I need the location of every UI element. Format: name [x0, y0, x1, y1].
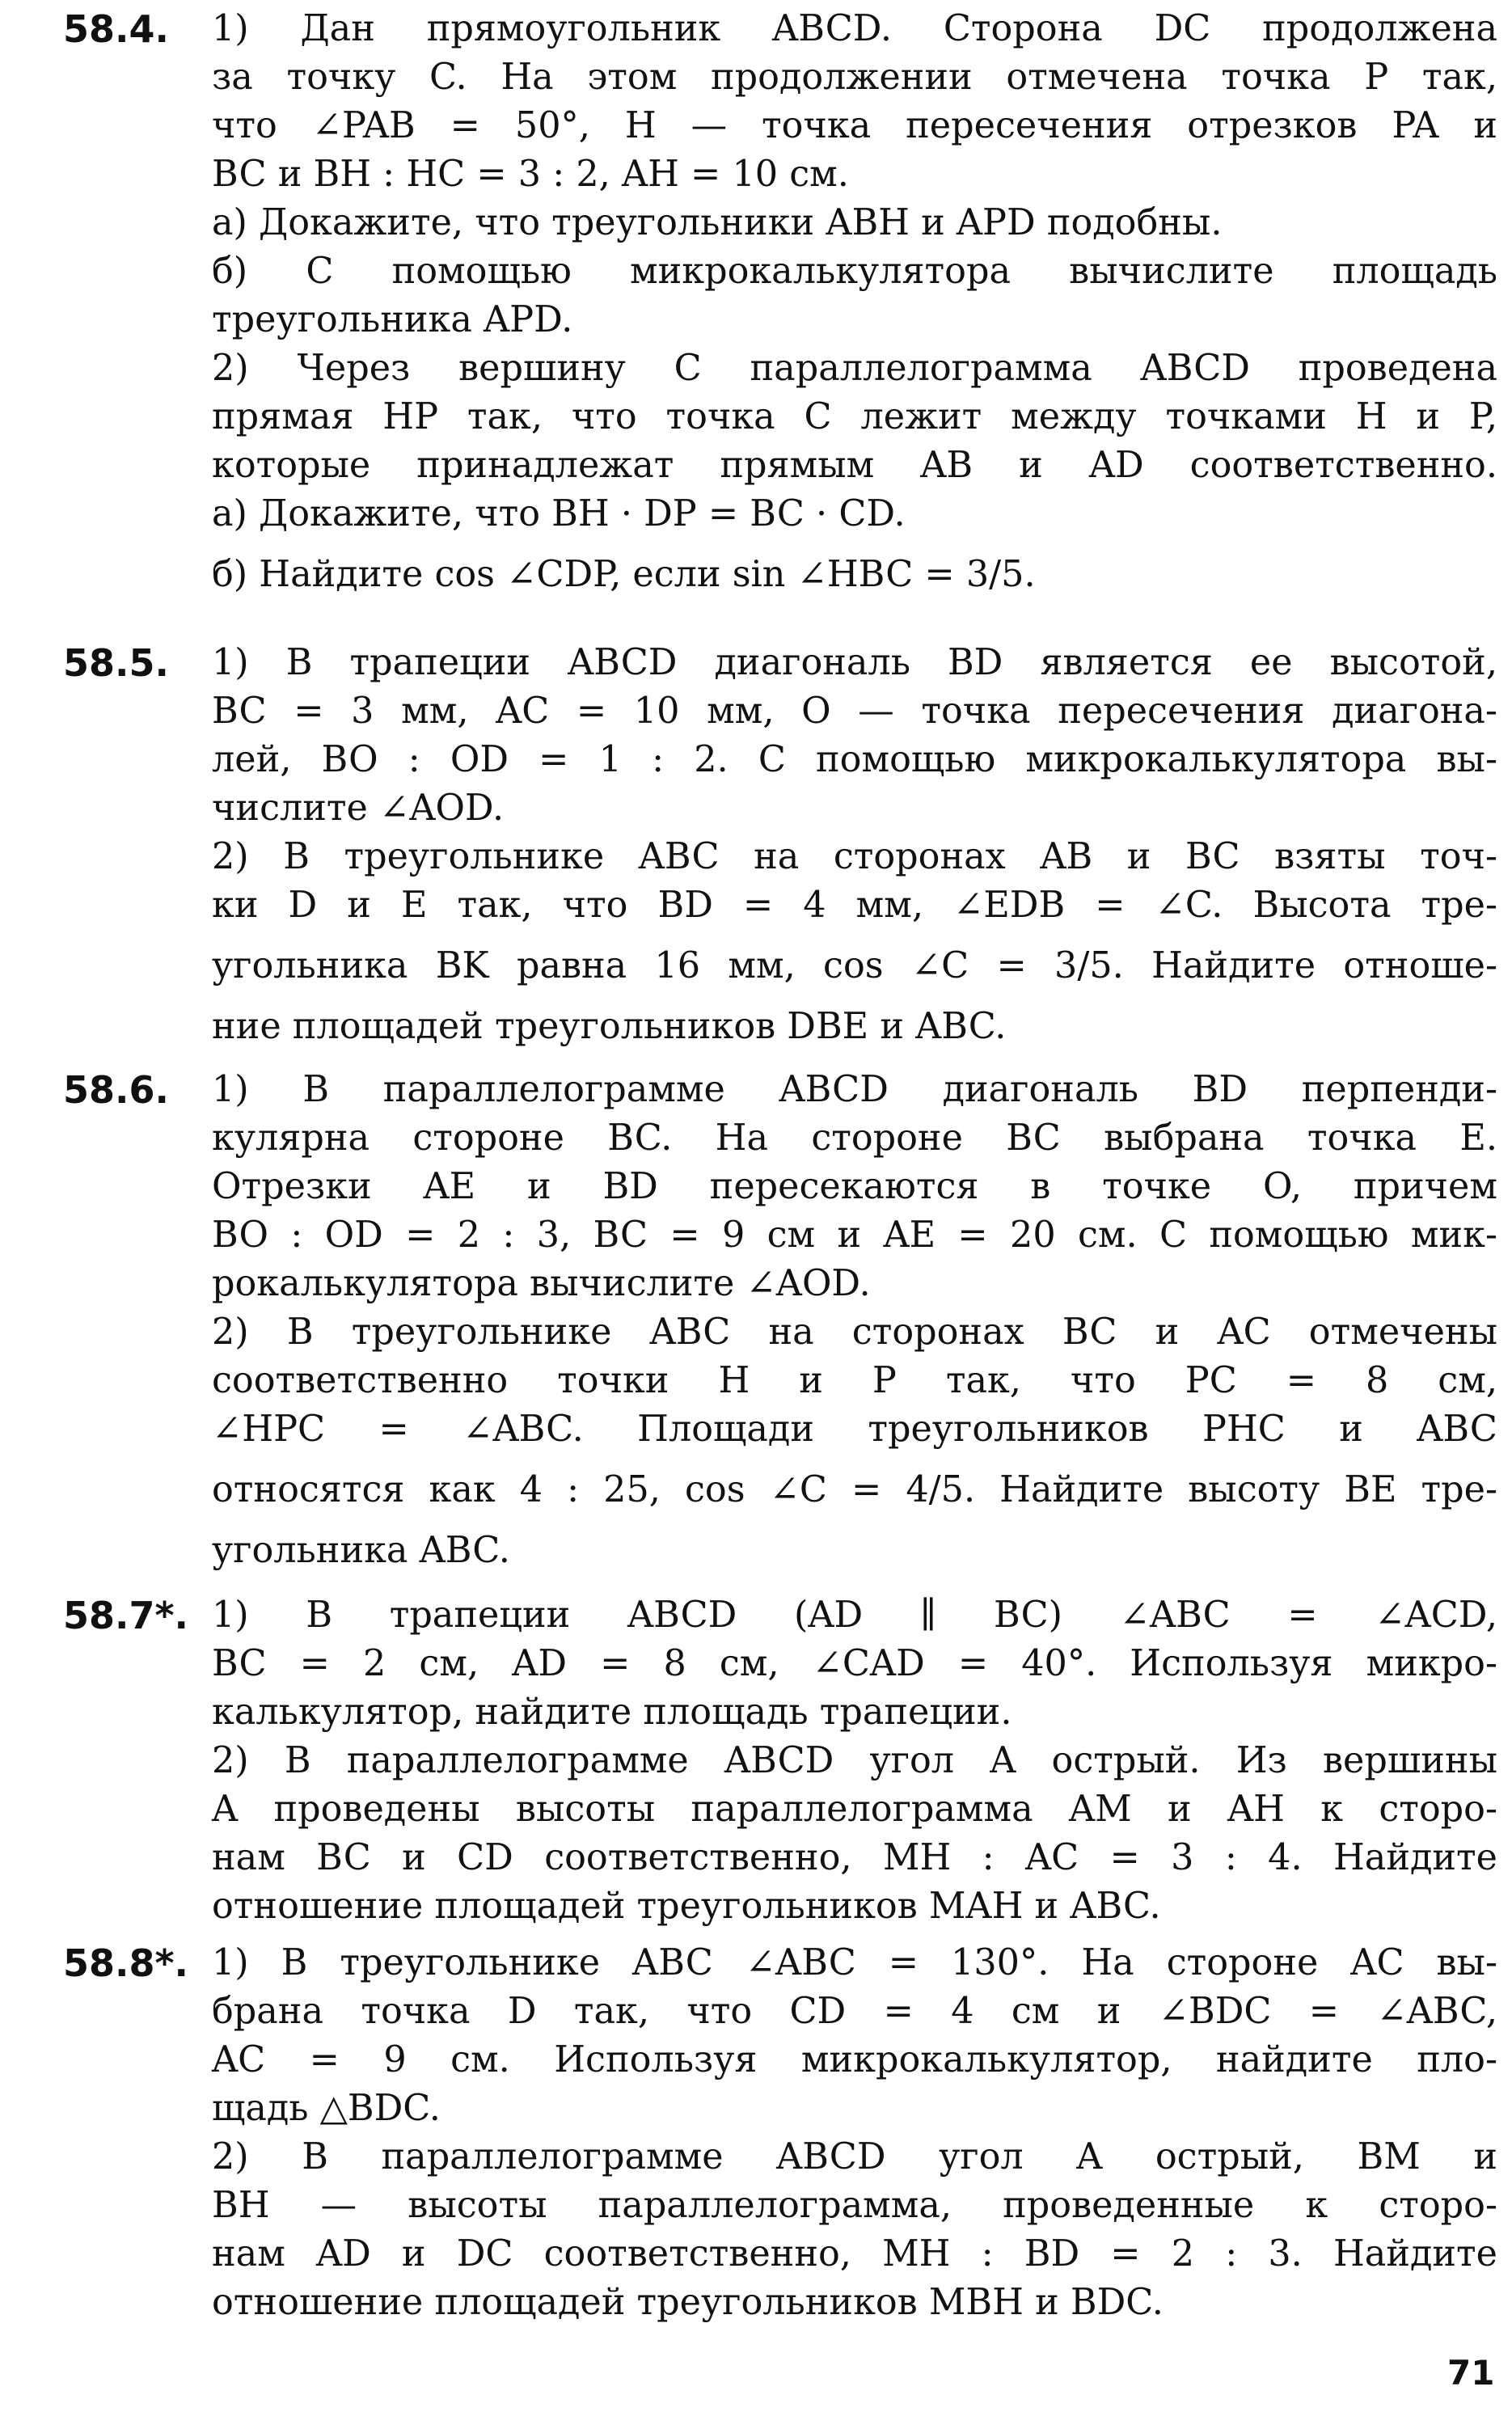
text-line: брана точка D так, что CD = 4 см и ∠BDC = ∠ABC,: [212, 1991, 1497, 2032]
problem-text: [212, 5, 1497, 611]
text-line: соответственно точки H и P так, что PC = 8 см,: [212, 1360, 1497, 1401]
text-line: 2) В параллелограмме ABCD угол A острый. Из вершины: [212, 1740, 1497, 1781]
text-line: а) Докажите, что BH · DP = BC · CD.: [212, 493, 906, 534]
text-line: A проведены высоты параллелограмма AM и AH к сторо-: [212, 1789, 1497, 1830]
text-line: 1) В трапеции ABCD (AD ∥ BC) ∠ABC = ∠ACD,: [212, 1595, 1497, 1636]
text-line: угольника BK равна 16 мм, cos ∠C = 3/5. Найдите отноше-: [212, 945, 1497, 986]
text-line: нам BC и CD соответственно, MH : AC = 3 : 4. Найдите: [212, 1837, 1497, 1878]
text-line: 2) В треугольнике ABC на сторонах AB и BC взяты точ-: [212, 836, 1497, 877]
text-line: что ∠PAB = 50°, H — точка пересечения отрезков PA и: [212, 105, 1497, 146]
problem-text: [212, 1939, 1497, 2327]
text-line: отношение площадей треугольников MAH и ABC.: [212, 1886, 1161, 1927]
text-line: ки D и E так, что BD = 4 мм, ∠EDB = ∠C. Высота тре-: [212, 885, 1497, 926]
text-line: нам AD и DC соответственно, MH : BD = 2 : 3. Найдите: [212, 2233, 1497, 2275]
text-line: кулярна стороне BC. На стороне BC выбрана точка E.: [212, 1117, 1497, 1159]
problem-text: [212, 1066, 1497, 1575]
text-line: калькулятор, найдите площадь трапеции.: [212, 1692, 1012, 1733]
page-number: 71: [1447, 2353, 1495, 2393]
text-line: относятся как 4 : 25, cos ∠C = 4/5. Найдите высоту BE тре-: [212, 1469, 1497, 1510]
text-line: угольника ABC.: [212, 1530, 510, 1571]
text-line: щадь △BDC.: [212, 2088, 441, 2129]
text-line: треугольника APD.: [212, 299, 573, 340]
problem-number: 58.5.: [63, 641, 169, 685]
text-line: BC = 3 мм, AC = 10 мм, O — точка пересечения диагона-: [212, 691, 1497, 732]
text-line: BH — высоты параллелограмма, проведенные к сторо-: [212, 2185, 1497, 2226]
text-line: прямая HP так, что точка C лежит между точками H и P,: [212, 396, 1497, 437]
text-line: б) Найдите cos ∠CDP, если sin ∠HBC = 3/5.: [212, 554, 1036, 595]
text-line: числите ∠AOD.: [212, 788, 505, 829]
text-line: за точку C. На этом продолжении отмечена точка P так,: [212, 57, 1497, 98]
text-line: Отрезки AE и BD пересекаются в точке O, причем: [212, 1166, 1497, 1207]
problem-number: 58.4.: [63, 7, 169, 51]
text-line: рокалькулятора вычислите ∠AOD.: [212, 1263, 871, 1304]
text-line: BC и BH : HC = 3 : 2, AH = 10 см.: [212, 154, 849, 195]
text-line: 1) В параллелограмме ABCD диагональ BD перпенди-: [212, 1069, 1497, 1110]
text-line: которые принадлежат прямым AB и AD соответственно.: [212, 445, 1497, 486]
text-line: 2) В параллелограмме ABCD угол A острый, BM и: [212, 2136, 1497, 2178]
problem-text: [212, 639, 1497, 1051]
problem-number: 58.6.: [63, 1068, 169, 1112]
text-line: отношение площадей треугольников MBH и BDC.: [212, 2282, 1164, 2323]
text-line: а) Докажите, что треугольники ABH и APD подобны.: [212, 202, 1223, 243]
text-line: ∠HPC = ∠ABC. Площади треугольников PHC и ABC: [212, 1409, 1497, 1450]
text-line: ние площадей треугольников DBE и ABC.: [212, 1006, 1007, 1047]
text-line: 2) Через вершину C параллелограмма ABCD проведена: [212, 348, 1497, 389]
text-line: б) С помощью микрокалькулятора вычислите площадь: [212, 251, 1497, 292]
text-line: 1) В трапеции ABCD диагональ BD является ее высотой,: [212, 642, 1497, 683]
text-line: 1) Дан прямоугольник ABCD. Сторона DC продолжена: [212, 8, 1497, 49]
problem-text: [212, 1591, 1497, 1931]
text-line: лей, BO : OD = 1 : 2. С помощью микрокалькулятора вы-: [212, 739, 1497, 780]
problem-number: 58.8*.: [63, 1941, 189, 1985]
problem-number: 58.7*.: [63, 1594, 189, 1637]
text-line: 2) В треугольнике ABC на сторонах BC и AC отмечены: [212, 1312, 1497, 1353]
text-line: 1) В треугольнике ABC ∠ABC = 130°. На стороне AC вы-: [212, 1942, 1497, 1983]
text-line: BC = 2 см, AD = 8 см, ∠CAD = 40°. Используя микро-: [212, 1643, 1497, 1684]
text-line: AC = 9 см. Используя микрокалькулятор, найдите пло-: [212, 2039, 1497, 2080]
text-line: BO : OD = 2 : 3, BC = 9 см и AE = 20 см. С помощью мик-: [212, 1214, 1497, 1256]
